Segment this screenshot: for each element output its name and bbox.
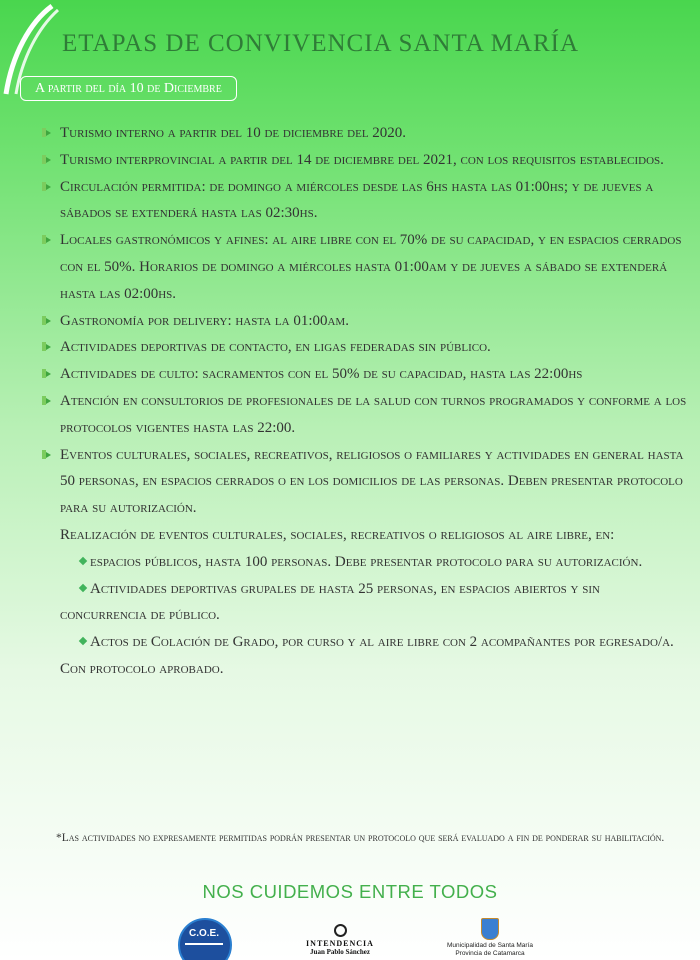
outdoor-intro: Realización de eventos culturales, sociales, recreativos o religiosos al aire libre, en:: [60, 526, 615, 543]
arrow-bullet-icon: [42, 235, 51, 244]
coe-logo: C.O.E.: [176, 918, 232, 960]
municipality-logo: Municipalidad de Santa María Provincia de Catamarca: [440, 918, 540, 958]
arrow-bullet-icon: [42, 155, 51, 164]
diamond-bullet-icon: [79, 583, 87, 591]
intendencia-logo: INTENDENCIA Juan Pablo Sánchez: [298, 924, 382, 957]
arrow-bullet-icon: [42, 128, 51, 137]
list-item: Atención en consultorios de profesionales de la salud con turnos programados y conforme a los protocolos vigentes hasta las 22:00.: [42, 388, 687, 442]
list-item: Eventos culturales, sociales, recreativos, religiosos o familiares y actividades en general hasta 50 personas, en espacios cerrados o en los domicilios de las personas. Deben presentar protocolo para su autorización.: [42, 442, 687, 522]
list-item: Turismo interno a partir del 10 de diciembre del 2020.: [42, 120, 687, 147]
arrow-bullet-icon: [42, 396, 51, 405]
list-item: Circulación permitida: de domingo a miércoles desde las 6hs hasta las 01:00hs; y de jueves a sábados se extenderá hasta las 02:30hs.: [42, 174, 687, 228]
diamond-bullet-icon: [79, 637, 87, 645]
arrow-bullet-icon: [42, 342, 51, 351]
arrow-bullet-icon: [42, 369, 51, 378]
list-item: Gastronomía por delivery: hasta la 01:00am.: [42, 308, 687, 335]
list-item: Turismo interprovincial a partir del 14 de diciembre del 2021, con los requisitos establecidos.: [42, 147, 687, 174]
diamond-bullet-icon: [79, 557, 87, 565]
coat-of-arms-icon: [481, 918, 499, 940]
list-item: Locales gastronómicos y afines: al aire libre con el 70% de su capacidad, y en espacios cerrados con el 50%. Horarios de domingo a miércoles hasta 01:00am y de jueves a sábado se extenderá hasta las 02:00hs.: [42, 227, 687, 307]
arrow-bullet-icon: [42, 182, 51, 191]
list-item: Actividades de culto: sacramentos con el 50% de su capacidad, hasta las 22:00hs: [42, 361, 687, 388]
footnote: *Las actividades no expresamente permitidas podrán presentar un protocolo que será evaluado a fin de ponderar su habilitación.: [56, 832, 665, 844]
slogan: NOS CUIDEMOS ENTRE TODOS: [202, 881, 498, 902]
ring-icon: [334, 924, 347, 937]
coe-emblem-icon: [178, 918, 232, 960]
sub-list-item: Actividades deportivas grupales de hasta 25 personas, en espacios abiertos y sin concurrencia de público.: [60, 580, 600, 624]
arrow-bullet-icon: [42, 316, 51, 325]
list-item: Actividades deportivas de contacto, en ligas federadas sin público.: [42, 334, 687, 361]
sub-list-item: espacios públicos, hasta 100 personas. Debe presentar protocolo para su autorización.: [42, 549, 687, 576]
arrow-bullet-icon: [42, 450, 51, 459]
sub-list-item: Actos de Colación de Grado, por curso y al aire libre con 2 acompañantes por egresado/a. Con protocolo aprobado.: [60, 634, 674, 677]
rules-list: [42, 120, 687, 683]
date-badge: A partir del día 10 de Diciembre: [20, 76, 237, 101]
page-title: ETAPAS DE CONVIVENCIA SANTA MARÍA: [62, 30, 579, 57]
